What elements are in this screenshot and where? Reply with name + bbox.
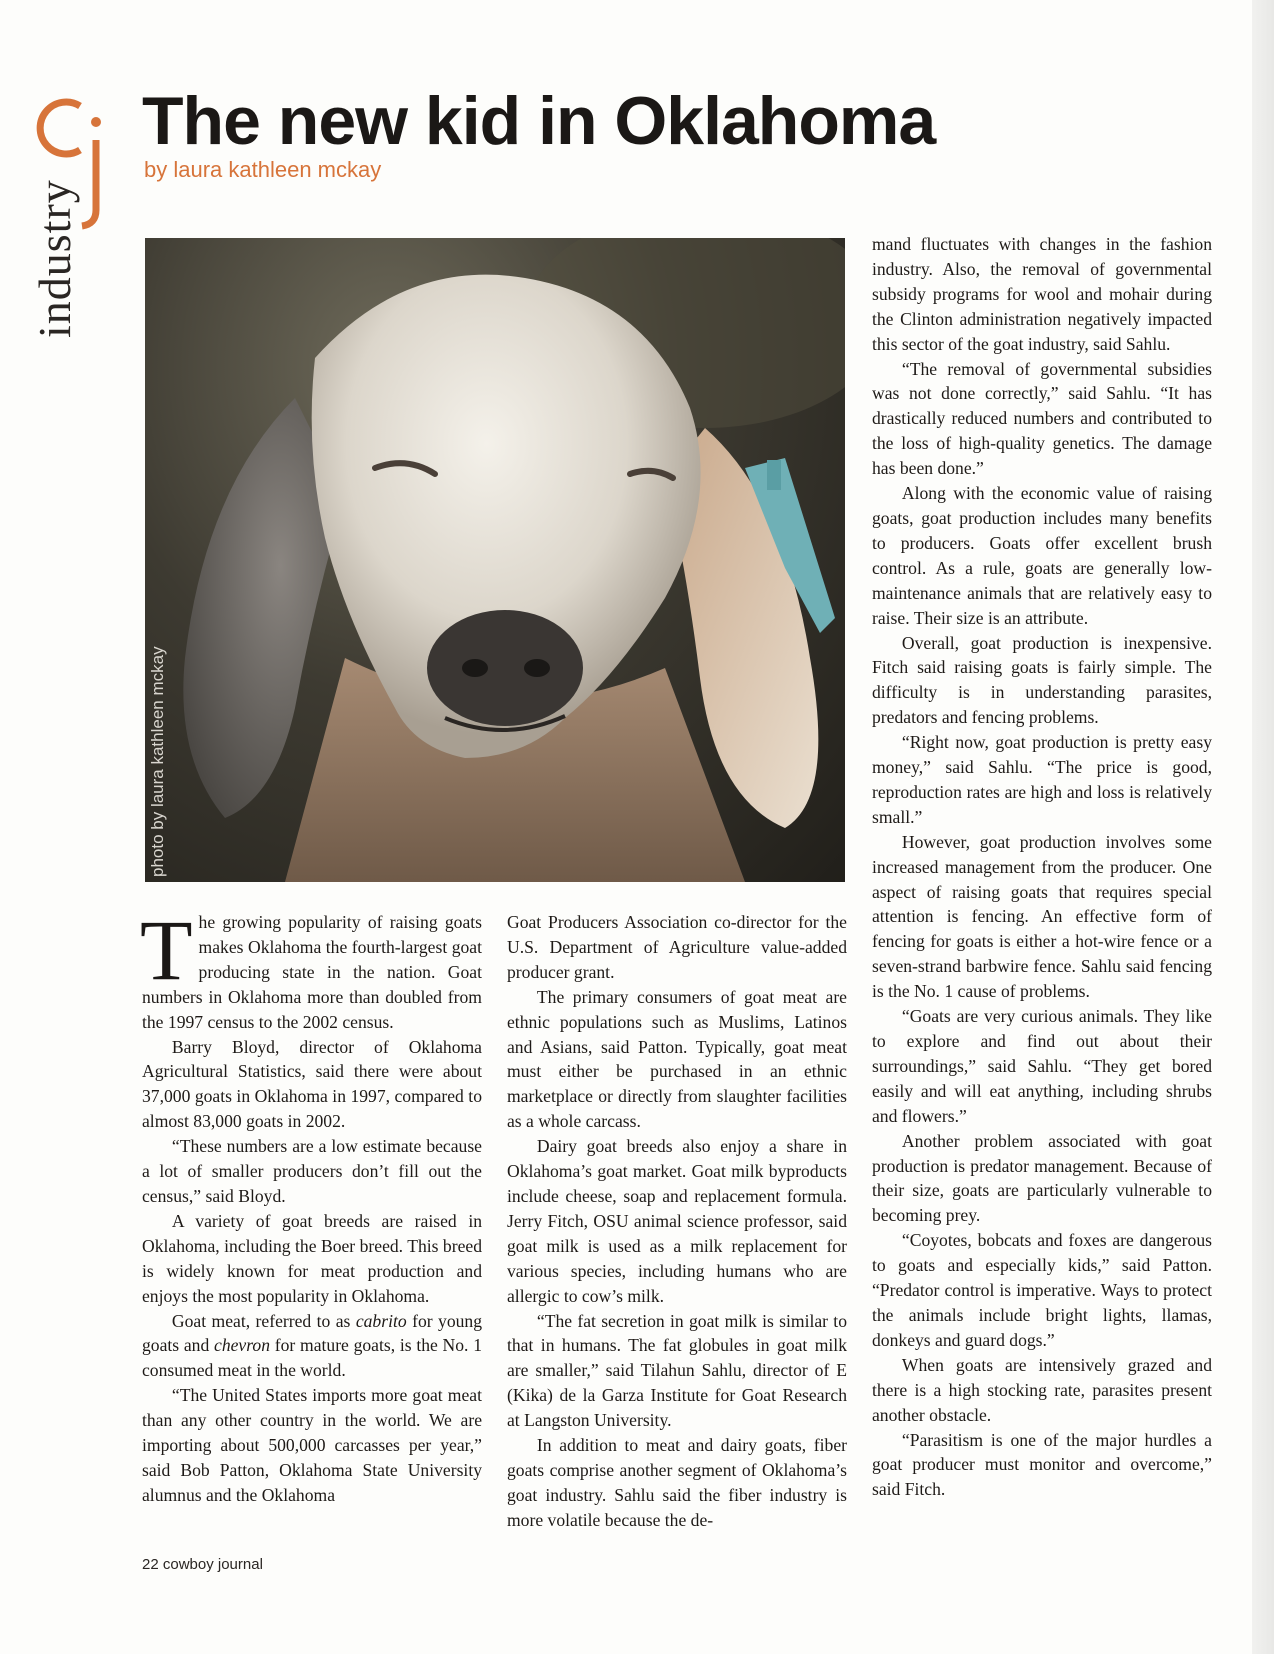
page-number: 22 (142, 1556, 159, 1573)
paragraph: The primary consumers of goat meat are ethnic populations such as Muslims, Latinos and Asians, said Patton. Typically, goat meat must either be purchased in an ethnic marketplace or directly from slaughter facilities as a whole carcass. (507, 986, 847, 1132)
paragraph: “Goats are very curious animals. They like to explore and find out about their surroundings,” said Sahlu. “They get bored easily and will eat anything, including shrubs and flowers.” (872, 1006, 1212, 1126)
article-column-2 (507, 910, 847, 1533)
paragraph: Another problem associated with goat production is predator management. Because of their size, goats are particularly vulnerable to becoming prey. (872, 1130, 1212, 1226)
drop-cap: T (140, 902, 193, 998)
paragraph: In addition to meat and dairy goats, fiber goats comprise another segment of Oklahoma’s goat industry. Sahlu said the fiber industry is more volatile because the de- (507, 1435, 847, 1530)
paragraph: “The removal of governmental subsidies was not done correctly,” said Sahlu. “It has drastically reduced numbers and contributed to the loss of high-quality genetics. The damage has been done.” (872, 358, 1212, 479)
paragraph: A variety of goat breeds are raised in Oklahoma, including the Boer breed. This breed is widely known for meat production and enjoys the most popularity in Oklahoma. (142, 1210, 482, 1306)
article-column-3 (872, 232, 1212, 1502)
article-title: The new kid in Oklahoma (142, 83, 936, 159)
paragraph: Goat Producers Association co-director for the U.S. Department of Agriculture value-added producer grant. (507, 912, 847, 982)
paragraph: mand fluctuates with changes in the fashion industry. Also, the removal of governmental subsidy programs for wool and mohair during the Clinton administration negatively impacted this sector of the goat industry, said Sahlu. (872, 234, 1212, 354)
paragraph: Along with the economic value of raising goats, goat production includes many benefits to producers. Goats offer excellent brush control. As a rule, goats are generally low-maintenance animals that are relatively easy to raise. Their size is an attribute. (872, 483, 1212, 628)
paragraph: Barry Bloyd, director of Oklahoma Agricultural Statistics, said there were about 37,000 goats in Oklahoma in 1997, compared to almost 83,000 goats in 2002. (142, 1036, 482, 1132)
paragraph: Dairy goat breeds also enjoy a share in Oklahoma’s goat market. Goat milk byproducts include cheese, soap and replacement formula. Jerry Fitch, OSU animal science professor, said goat milk is used as a milk replacement for various species, including humans who are allergic to cow’s milk. (507, 1136, 847, 1306)
paragraph: “Coyotes, bobcats and foxes are dangerous to goats and especially kids,” said Patton. “Predator control is imperative. Ways to protect the animals include bright lights, llamas, donkeys and guard dogs.” (872, 1230, 1212, 1350)
paragraph-text: he growing popularity of raising goats makes Oklahoma the fourth-largest goat producing state in the nation. Goat numbers in Oklahoma more than doubled from the 1997 census to the 2002 census. (142, 912, 482, 1032)
paragraph: “Parasitism is one of the major hurdles a goat producer must monitor and overcome,” said Fitch. (872, 1429, 1212, 1500)
goat-illustration (145, 238, 845, 882)
paragraph: “The fat secretion in goat milk is similar to that in humans. The fat globules in goat milk are smaller,” said Tilahun Sahlu, director of E (Kika) de la Garza Institute for Goat Research at Langston University. (507, 1310, 847, 1431)
paragraph: When goats are intensively grazed and there is a high stocking rate, parasites present another obstacle. (872, 1354, 1212, 1425)
goat-photo (145, 238, 845, 882)
paragraph: “Right now, goat production is pretty easy money,” said Sahlu. “The price is good, reproduction rates are high and loss is relatively small.” (872, 732, 1212, 827)
paragraph: “These numbers are a low estimate because a lot of smaller producers don’t fill out the census,” said Bloyd. (142, 1136, 482, 1206)
page-footer (142, 1556, 263, 1573)
article-column-1 (140, 902, 483, 1508)
paragraph: However, goat production involves some increased management from the producer. One aspect of raising goats that requires special attention is fencing. An effective form of fencing for goats is either a hot-wire fence or a seven-strand barbwire fence. Sahlu said fencing is the No. 1 cause of problems. (872, 831, 1212, 1002)
section-label: industry (29, 179, 80, 338)
paragraph: Goat meat, referred to as cabrito for young goats and chevron for mature goats, is the No. 1 consumed meat in the world. (142, 1310, 483, 1381)
photo-credit: photo by laura kathleen mckay (148, 646, 167, 877)
paragraph (140, 902, 482, 1035)
paragraph: Overall, goat production is inexpensive. Fitch said raising goats is fairly simple. The difficulty is in understanding parasites, predators and fencing problems. (872, 632, 1212, 728)
publication-name: cowboy journal (162, 1556, 263, 1573)
byline: by laura kathleen mckay (144, 157, 382, 182)
page-edge-shadow (1252, 0, 1274, 1654)
paragraph: “The United States imports more goat meat than any other country in the world. We are importing about 500,000 carcasses per year,” said Bob Patton, Oklahoma State University alumnus and the Oklahoma (142, 1385, 482, 1505)
